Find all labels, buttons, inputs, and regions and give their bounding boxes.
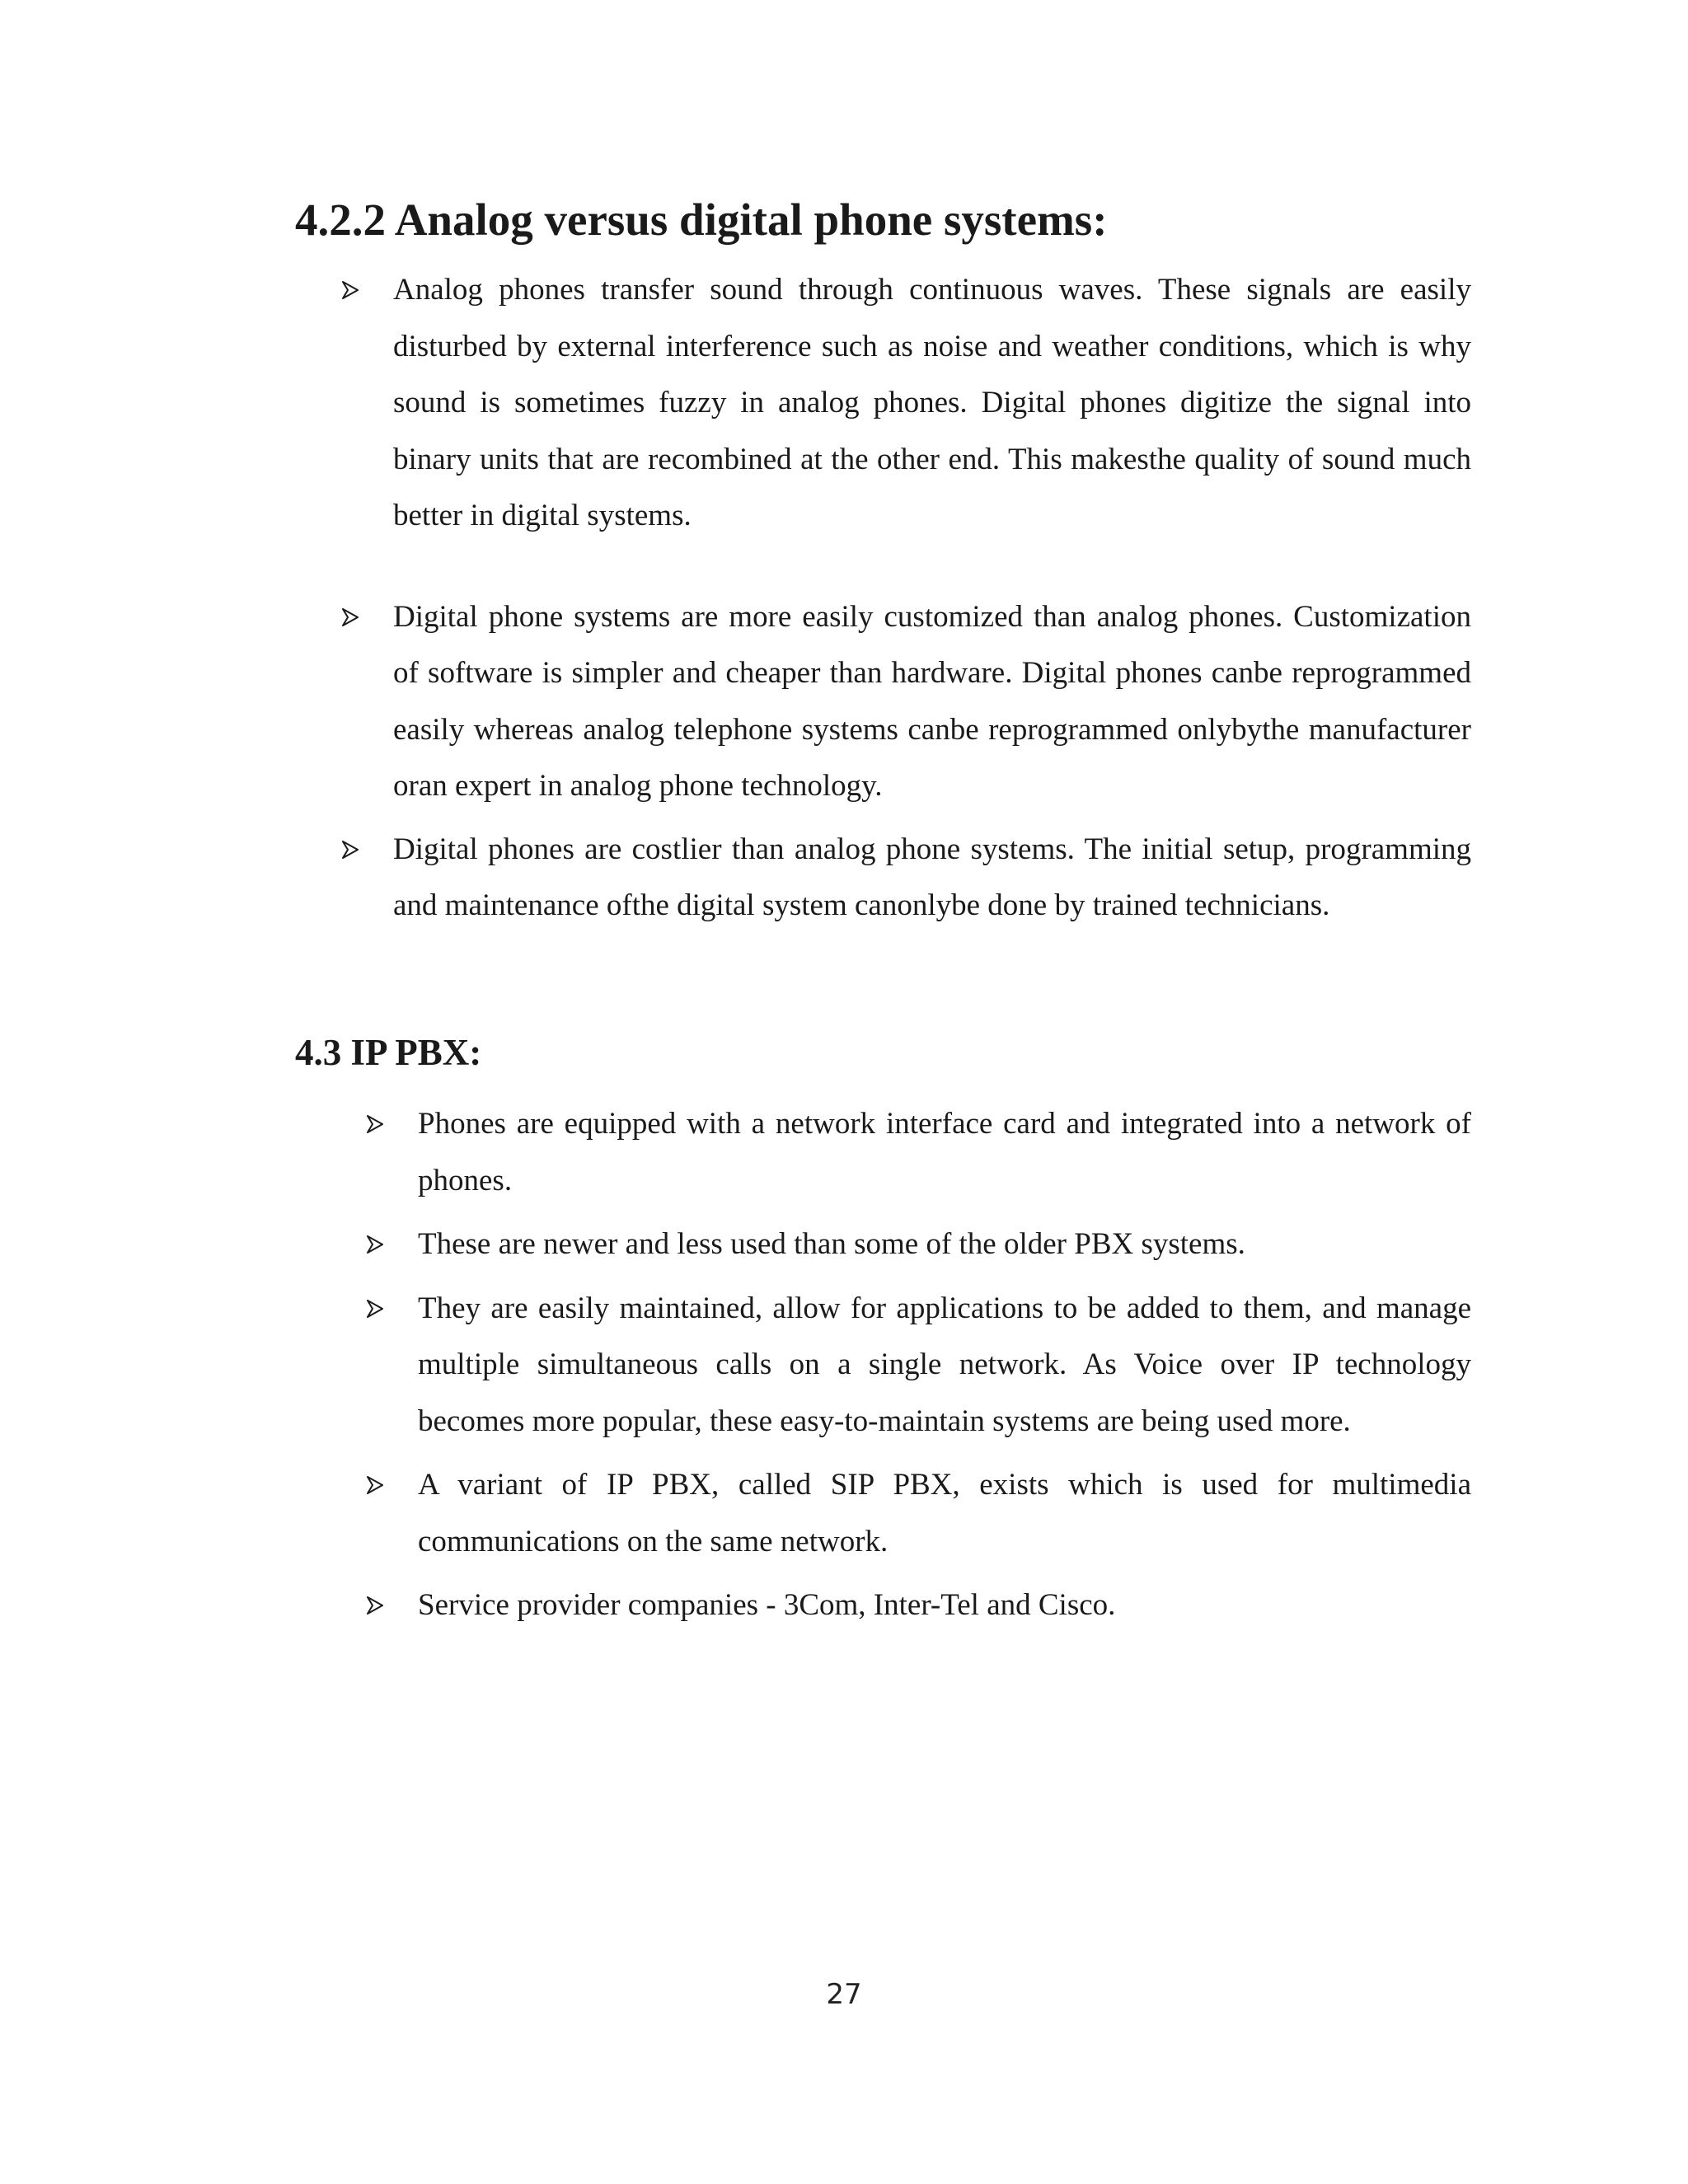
section-heading-4-2-2: 4.2.2 Analog versus digital phone systems:	[295, 194, 1108, 245]
list-item-text: Digital phone systems are more easily customized than analog phones. Customization of software is simpler and cheaper than hardware. Digital phones canbe reprogrammed easily whereas analog telephone systems canbe reprogrammed onlybythe manufacturer oran expert in analog phone technology.	[393, 599, 1471, 803]
arrowhead-bullet-icon	[342, 822, 375, 879]
arrowhead-bullet-icon	[342, 589, 375, 646]
analog-digital-list	[342, 262, 1471, 935]
ip-pbx-list	[367, 1096, 1471, 1634]
list-item	[367, 1577, 1471, 1634]
list-item-text: Service provider companies - 3Com, Inter-Tel and Cisco.	[418, 1588, 1116, 1622]
arrowhead-bullet-icon	[367, 1216, 400, 1273]
list-item-text: Analog phones transfer sound through continuous waves. These signals are easily disturbed by external interference such as noise and weather conditions, which is why sound is sometimes fuzzy in analog phones. Digital phones digitize the signal into binary units that are recombined at the other end. This makesthe quality of sound much better in digital systems.	[393, 273, 1471, 532]
arrowhead-bullet-icon	[342, 262, 375, 319]
list-item	[342, 262, 1471, 545]
list-item	[367, 1216, 1471, 1273]
list-item-text: They are easily maintained, allow for applications to be added to them, and manage multiple simultaneous calls on a single network. As Voice over IP technology becomes more popular, these easy-to-maintain systems are being used more.	[418, 1291, 1471, 1438]
list-item-text: Digital phones are costlier than analog phone systems. The initial setup, programming and maintenance ofthe digital system canonlybe done by trained technicians.	[393, 832, 1471, 922]
section-heading-4-3: 4.3 IP PBX:	[295, 1032, 482, 1073]
list-item	[342, 822, 1471, 935]
list-item-text: Phones are equipped with a network interface card and integrated into a network of phones.	[418, 1107, 1471, 1197]
list-item-text: These are newer and less used than some of the older PBX systems.	[418, 1227, 1245, 1261]
list-item	[367, 1281, 1471, 1451]
arrowhead-bullet-icon	[367, 1281, 400, 1338]
list-item	[342, 589, 1471, 815]
list-item	[367, 1096, 1471, 1209]
arrowhead-bullet-icon	[367, 1096, 400, 1153]
list-item-text: A variant of IP PBX, called SIP PBX, exists which is used for multimedia communications on the same network.	[418, 1468, 1471, 1558]
arrowhead-bullet-icon	[367, 1457, 400, 1514]
page-number: 27	[826, 1978, 862, 2011]
list-item	[367, 1457, 1471, 1570]
arrowhead-bullet-icon	[367, 1577, 400, 1634]
